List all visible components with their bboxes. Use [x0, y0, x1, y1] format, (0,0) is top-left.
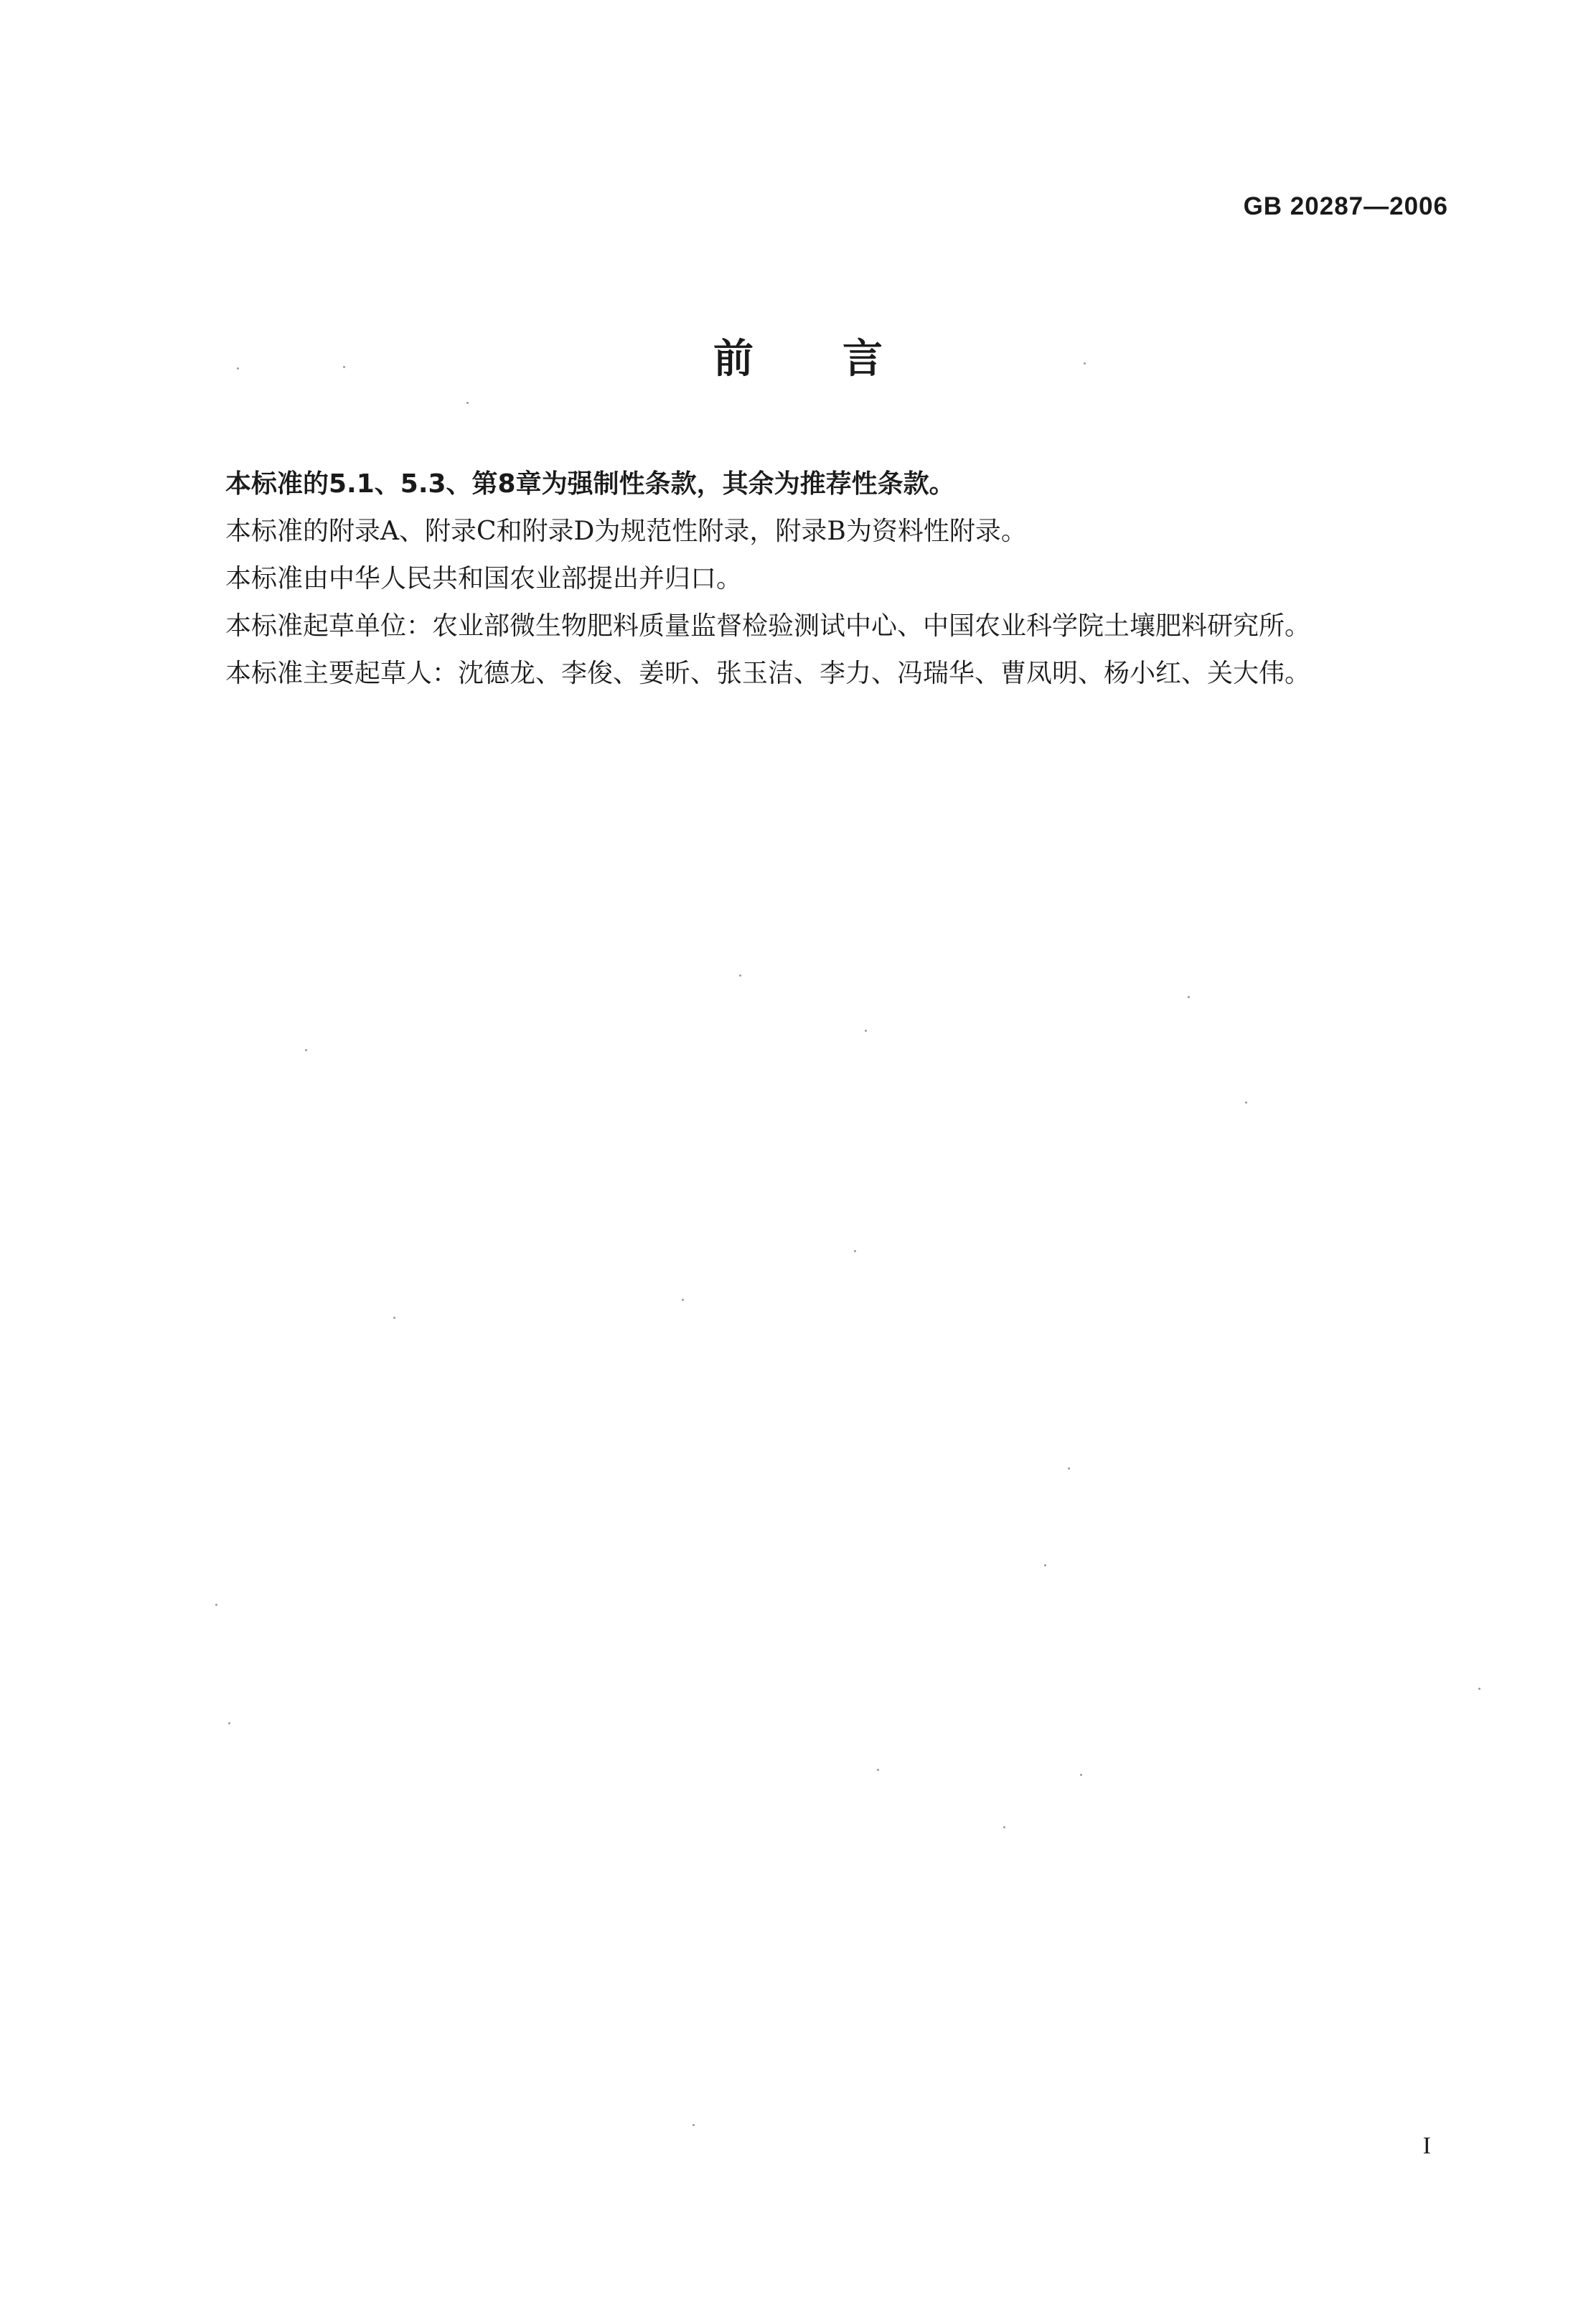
scan-speck: [865, 1030, 867, 1032]
preface-body: [225, 461, 1460, 697]
scan-speck: [228, 1722, 230, 1724]
scan-speck: [1188, 996, 1190, 998]
scan-speck: [343, 366, 345, 368]
scan-speck: [739, 974, 741, 977]
scan-speck: [1084, 362, 1086, 365]
page-number: I: [1422, 2133, 1431, 2159]
scan-speck: [393, 1317, 395, 1319]
preface-paragraph: 本标准的5.1、5.3、第8章为强制性条款，其余为推荐性条款。: [225, 469, 955, 499]
preface-paragraph: 本标准由中华人民共和国农业部提出并归口。: [225, 564, 743, 593]
scan-speck: [682, 1299, 684, 1301]
preface-paragraph: 本标准起草单位：农业部微生物肥料质量监督检验测试中心、中国农业科学院土壤肥料研究所。: [225, 611, 1311, 641]
scan-speck: [1080, 1774, 1082, 1776]
scan-speck: [1068, 1467, 1070, 1470]
scan-speck: [215, 1604, 217, 1606]
scan-speck: [1003, 1826, 1005, 1828]
scan-speck: [305, 1049, 307, 1051]
preface-paragraph: 本标准主要起草人：沈德龙、李俊、姜昕、张玉洁、李力、冯瑞华、曹凤明、杨小红、关大伟。: [225, 659, 1311, 688]
page-title: 前言: [713, 336, 972, 382]
scan-speck: [1478, 1688, 1480, 1690]
scan-speck: [1044, 1564, 1046, 1566]
scan-speck: [693, 2124, 695, 2126]
scan-speck: [466, 402, 469, 404]
scan-speck: [1245, 1101, 1247, 1104]
scan-speck: [237, 367, 239, 370]
scan-speck: [854, 1250, 856, 1252]
scan-speck: [877, 1769, 879, 1771]
standard-number: GB 20287—2006: [1243, 192, 1448, 220]
preface-paragraph: 本标准的附录A、附录C和附录D为规范性附录，附录B为资料性附录。: [225, 517, 1027, 546]
